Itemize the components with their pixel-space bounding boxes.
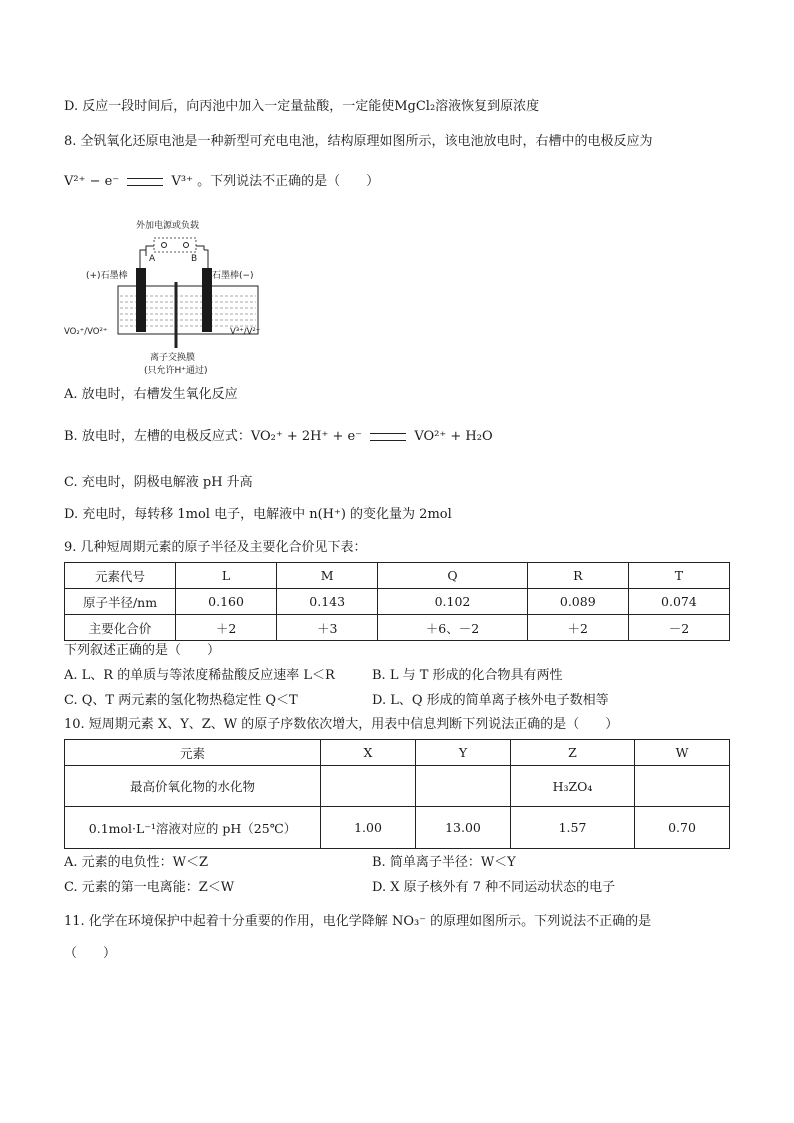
- right-electrode-label: 石墨棒(−): [212, 271, 254, 281]
- q10-cell: 1.00: [321, 807, 416, 849]
- q9-header-cell: Q: [378, 563, 528, 589]
- q9-cell: －2: [628, 615, 729, 641]
- q10-cell: H₃ZO₄: [511, 766, 635, 807]
- q10-option-c: C. 元素的第一电离能：Z＜W: [64, 880, 235, 895]
- q9-cell: 原子半径/nm: [65, 589, 176, 615]
- right-graphite-rod: [202, 268, 212, 332]
- q10-header-row: [65, 740, 730, 766]
- q11-answer-paren: （ ）: [64, 946, 117, 961]
- q10-cell: [416, 766, 511, 807]
- q10-option-d: D. X 原子核外有 7 种不同运动状态的电子: [372, 880, 616, 895]
- q9-table-row: [65, 589, 730, 615]
- q10-cell: [635, 766, 730, 807]
- q9-option-b: B. L 与 T 形成的化合物具有两性: [372, 668, 563, 683]
- q9-stem: 9. 几种短周期元素的原子半径及主要化合价见下表：: [64, 540, 367, 555]
- q9-cell: 0.089: [527, 589, 628, 615]
- q8-stem-tail: 。下列说法不正确的是（ ）: [197, 174, 380, 189]
- q9-header-cell: 元素代号: [65, 563, 176, 589]
- q11-stem: 11. 化学在环境保护中起着十分重要的作用，电化学降解 NO₃⁻ 的原理如图所示。下列说法不正确的是: [64, 914, 652, 929]
- vanadium-battery-diagram: [64, 216, 274, 380]
- left-graphite-rod: [136, 268, 146, 332]
- q10-header-cell: W: [635, 740, 730, 766]
- q9-option-a: A. L、R 的单质与等浓度稀盐酸反应速率 L＜R: [64, 668, 335, 683]
- q9-cell: ＋3: [277, 615, 378, 641]
- equals-sign-icon: [127, 178, 163, 186]
- q8-option-d: D. 充电时，每转移 1mol 电子，电解液中 n(H⁺) 的变化量为 2mol: [64, 507, 452, 522]
- q8-option-a: A. 放电时，右槽发生氧化反应: [64, 387, 238, 402]
- q10-option-b: B. 简单离子半径：W＜Y: [372, 855, 516, 870]
- q9-header-cell: R: [527, 563, 628, 589]
- q8-option-c: C. 充电时，阴极电解液 pH 升高: [64, 475, 253, 490]
- terminal-a-label: A: [149, 254, 156, 264]
- q8-eq-left: V²⁺ − e⁻: [64, 174, 120, 189]
- equals-sign-icon: [370, 433, 406, 441]
- q10-cell: 最高价氧化物的水化物: [65, 766, 321, 807]
- membrane-note: (只允许H⁺通过): [144, 366, 208, 376]
- q10-header-cell: Y: [416, 740, 511, 766]
- q10-option-a: A. 元素的电负性：W＜Z: [64, 855, 209, 870]
- q9-table: [64, 562, 730, 641]
- q8-stem: 8. 全钒氧化还原电池是一种新型可充电电池，结构原理如图所示，该电池放电时，右槽中的电极反应为: [64, 134, 653, 149]
- q7-option-d: D. 反应一段时间后，向丙池中加入一定量盐酸，一定能使MgCl₂溶液恢复到原浓度: [64, 99, 540, 114]
- q9-option-d: D. L、Q 形成的简单离子核外电子数相等: [372, 693, 609, 708]
- q9-header-cell: M: [277, 563, 378, 589]
- q9-option-c: C. Q、T 两元素的氢化物热稳定性 Q＜T: [64, 693, 298, 708]
- q9-prompt: 下列叙述正确的是（ ）: [64, 643, 221, 658]
- q9-header-cell: T: [628, 563, 729, 589]
- q8-option-b-left: B. 放电时，左槽的电极反应式：VO₂⁺ + 2H⁺ + e⁻: [64, 429, 363, 444]
- q9-table-row: [65, 615, 730, 641]
- q9-cell: 0.160: [176, 589, 277, 615]
- q9-cell: 主要化合价: [65, 615, 176, 641]
- q10-stem: 10. 短周期元素 X、Y、Z、W 的原子序数依次增大，用表中信息判断下列说法正确的是（ ）: [64, 717, 619, 732]
- q8-option-b-right: VO²⁺ + H₂O: [414, 429, 493, 444]
- q10-cell: 1.57: [511, 807, 635, 849]
- q9-cell: 0.074: [628, 589, 729, 615]
- q10-cell: [321, 766, 416, 807]
- left-solution-label: VO₂⁺/VO²⁺: [64, 327, 108, 337]
- q9-cell: ＋2: [176, 615, 277, 641]
- q10-table: [64, 739, 730, 849]
- membrane-label: 离子交换膜: [150, 353, 196, 363]
- q9-header-cell: L: [176, 563, 277, 589]
- q10-cell: 13.00: [416, 807, 511, 849]
- q9-cell: 0.102: [378, 589, 528, 615]
- power-source-label: 外加电源或负载: [136, 221, 200, 231]
- q10-table-row: [65, 807, 730, 849]
- q8-equation-line: [64, 172, 379, 192]
- q9-header-row: [65, 563, 730, 589]
- left-electrode-label: (+)石墨棒: [86, 271, 128, 281]
- right-solution-label: V³⁺/V²⁺: [230, 327, 261, 337]
- q10-header-cell: Z: [511, 740, 635, 766]
- q9-cell: 0.143: [277, 589, 378, 615]
- q10-header-cell: 元素: [65, 740, 321, 766]
- q8-option-b: [64, 427, 493, 447]
- q10-cell: 0.1mol·L⁻¹溶液对应的 pH（25℃）: [65, 807, 321, 849]
- q9-cell: ＋6、－2: [378, 615, 528, 641]
- q10-header-cell: X: [321, 740, 416, 766]
- q9-cell: ＋2: [527, 615, 628, 641]
- terminal-b-label: B: [191, 254, 198, 264]
- q10-cell: 0.70: [635, 807, 730, 849]
- q8-eq-right: V³⁺: [171, 174, 193, 189]
- q10-table-row: [65, 766, 730, 807]
